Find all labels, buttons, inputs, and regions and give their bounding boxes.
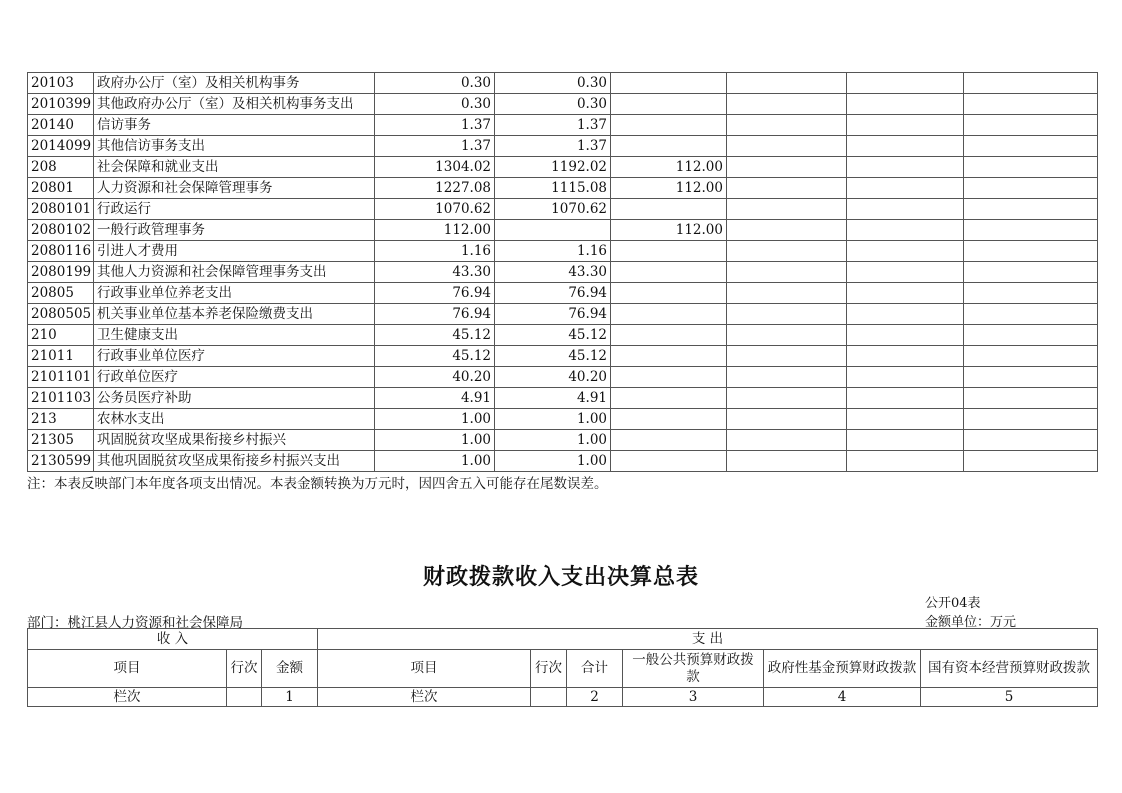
column-number-2: 2 xyxy=(567,688,623,707)
row-empty xyxy=(727,283,847,304)
row-total: 45.12 xyxy=(375,325,495,346)
table-row xyxy=(28,367,1098,388)
row-total: 43.30 xyxy=(375,262,495,283)
row-code: 2080101 xyxy=(28,199,94,220)
row-basic: 1070.62 xyxy=(495,199,611,220)
row-total: 1070.62 xyxy=(375,199,495,220)
row-name: 行政单位医疗 xyxy=(94,367,375,388)
column-number-1: 1 xyxy=(262,688,318,707)
row-empty xyxy=(847,367,964,388)
row-code: 210 xyxy=(28,325,94,346)
row-empty xyxy=(727,94,847,115)
row-empty xyxy=(847,388,964,409)
row-empty xyxy=(847,94,964,115)
row-empty xyxy=(964,304,1098,325)
row-basic: 0.30 xyxy=(495,94,611,115)
row-basic xyxy=(495,220,611,241)
row-basic: 40.20 xyxy=(495,367,611,388)
form-number: 公开04表 xyxy=(925,596,981,611)
table-row xyxy=(28,136,1098,157)
row-empty xyxy=(727,115,847,136)
row-name: 行政运行 xyxy=(94,199,375,220)
row-empty xyxy=(847,73,964,94)
row-code: 21011 xyxy=(28,346,94,367)
expense-detail-table xyxy=(27,72,1098,472)
row-project xyxy=(611,367,727,388)
row-total: 112.00 xyxy=(375,220,495,241)
empty-cell xyxy=(227,688,262,707)
row-code: 20805 xyxy=(28,283,94,304)
table-row xyxy=(28,199,1098,220)
general-budget-header: 一般公共预算财政拨款 xyxy=(623,650,764,688)
row-empty xyxy=(847,199,964,220)
table-row xyxy=(28,346,1098,367)
row-empty xyxy=(964,199,1098,220)
row-empty xyxy=(964,136,1098,157)
row-empty xyxy=(847,241,964,262)
table-row xyxy=(28,430,1098,451)
row-empty xyxy=(964,430,1098,451)
row-code: 20140 xyxy=(28,115,94,136)
row-basic: 0.30 xyxy=(495,73,611,94)
row-empty xyxy=(847,220,964,241)
row-total: 40.20 xyxy=(375,367,495,388)
table-row xyxy=(28,178,1098,199)
row-basic: 1.00 xyxy=(495,451,611,472)
row-name: 政府办公厅（室）及相关机构事务 xyxy=(94,73,375,94)
row-empty xyxy=(964,346,1098,367)
table-row xyxy=(28,115,1098,136)
row-total: 1.37 xyxy=(375,115,495,136)
column-number-4: 4 xyxy=(764,688,921,707)
row-empty xyxy=(964,220,1098,241)
row-basic: 1.37 xyxy=(495,136,611,157)
row-name: 其他巩固脱贫攻坚成果衔接乡村振兴支出 xyxy=(94,451,375,472)
row-total: 1304.02 xyxy=(375,157,495,178)
row-empty xyxy=(727,157,847,178)
table-row xyxy=(28,451,1098,472)
table-row xyxy=(28,388,1098,409)
row-empty xyxy=(964,451,1098,472)
row-empty xyxy=(964,115,1098,136)
row-basic: 1.00 xyxy=(495,409,611,430)
row-empty xyxy=(964,409,1098,430)
row-empty xyxy=(964,367,1098,388)
row-total: 1.16 xyxy=(375,241,495,262)
row-total: 1.00 xyxy=(375,409,495,430)
row-project xyxy=(611,199,727,220)
row-empty xyxy=(847,262,964,283)
row-total: 45.12 xyxy=(375,346,495,367)
row-name: 信访事务 xyxy=(94,115,375,136)
row-total: 1227.08 xyxy=(375,178,495,199)
row-name: 机关事业单位基本养老保险缴费支出 xyxy=(94,304,375,325)
row-name: 公务员医疗补助 xyxy=(94,388,375,409)
row-basic: 1115.08 xyxy=(495,178,611,199)
row-basic: 4.91 xyxy=(495,388,611,409)
table-row xyxy=(28,157,1098,178)
expense-header: 支 出 xyxy=(318,629,1098,650)
row-project xyxy=(611,451,727,472)
row-project: 112.00 xyxy=(611,157,727,178)
row-code: 20103 xyxy=(28,73,94,94)
row-name: 引进人才费用 xyxy=(94,241,375,262)
row-code: 2080199 xyxy=(28,262,94,283)
row-empty xyxy=(847,115,964,136)
row-empty xyxy=(727,241,847,262)
row-name: 人力资源和社会保障管理事务 xyxy=(94,178,375,199)
row-name: 其他信访事务支出 xyxy=(94,136,375,157)
row-empty xyxy=(727,136,847,157)
row-code: 2130599 xyxy=(28,451,94,472)
row-total: 0.30 xyxy=(375,94,495,115)
row-empty xyxy=(727,388,847,409)
empty-cell xyxy=(531,688,567,707)
row-total: 1.00 xyxy=(375,451,495,472)
row-empty xyxy=(847,157,964,178)
row-name: 社会保障和就业支出 xyxy=(94,157,375,178)
row-empty xyxy=(847,325,964,346)
row-code: 208 xyxy=(28,157,94,178)
row-project xyxy=(611,430,727,451)
row-basic: 76.94 xyxy=(495,304,611,325)
row-project: 112.00 xyxy=(611,178,727,199)
row-empty xyxy=(964,262,1098,283)
page-title: 财政拨款收入支出决算总表 xyxy=(422,564,699,590)
row-code: 2101103 xyxy=(28,388,94,409)
table-row xyxy=(28,304,1098,325)
income-header: 收 入 xyxy=(28,629,318,650)
table-row xyxy=(28,94,1098,115)
row-empty xyxy=(964,325,1098,346)
row-empty xyxy=(964,157,1098,178)
row-project xyxy=(611,304,727,325)
table-note: 注：本表反映部门本年度各项支出情况。本表金额转换为万元时，因四舍五入可能存在尾数误差。 xyxy=(27,476,608,492)
row-empty xyxy=(847,283,964,304)
row-empty xyxy=(964,73,1098,94)
row-empty xyxy=(727,325,847,346)
row-project xyxy=(611,283,727,304)
row-basic: 76.94 xyxy=(495,283,611,304)
row-basic: 1.37 xyxy=(495,115,611,136)
table-row xyxy=(28,220,1098,241)
income-item-header: 项目 xyxy=(28,650,227,688)
row-project xyxy=(611,388,727,409)
row-project xyxy=(611,136,727,157)
row-code: 2080102 xyxy=(28,220,94,241)
state-capital-header: 国有资本经营预算财政拨款 xyxy=(921,650,1098,688)
row-project xyxy=(611,409,727,430)
row-project xyxy=(611,94,727,115)
row-basic: 1.00 xyxy=(495,430,611,451)
table-row xyxy=(28,73,1098,94)
table-row xyxy=(28,409,1098,430)
row-name: 巩固脱贫攻坚成果衔接乡村振兴 xyxy=(94,430,375,451)
row-project xyxy=(611,241,727,262)
row-empty xyxy=(847,409,964,430)
row-basic: 1.16 xyxy=(495,241,611,262)
row-project xyxy=(611,73,727,94)
row-empty xyxy=(847,430,964,451)
row-code: 2010399 xyxy=(28,94,94,115)
income-amount-header: 金额 xyxy=(262,650,318,688)
row-basic: 45.12 xyxy=(495,346,611,367)
row-total: 76.94 xyxy=(375,283,495,304)
row-empty xyxy=(727,220,847,241)
amount-unit: 金额单位：万元 xyxy=(925,615,1017,630)
row-name: 一般行政管理事务 xyxy=(94,220,375,241)
row-name: 卫生健康支出 xyxy=(94,325,375,346)
row-empty xyxy=(964,178,1098,199)
row-basic: 1192.02 xyxy=(495,157,611,178)
row-empty xyxy=(727,199,847,220)
row-empty xyxy=(964,388,1098,409)
row-code: 20801 xyxy=(28,178,94,199)
row-code: 213 xyxy=(28,409,94,430)
expense-total-header: 合计 xyxy=(567,650,623,688)
column-label-income: 栏次 xyxy=(28,688,227,707)
row-total: 76.94 xyxy=(375,304,495,325)
row-total: 1.37 xyxy=(375,136,495,157)
row-name: 农林水支出 xyxy=(94,409,375,430)
row-empty xyxy=(727,73,847,94)
column-label-expense: 栏次 xyxy=(318,688,531,707)
row-empty xyxy=(727,430,847,451)
row-empty xyxy=(964,283,1098,304)
row-code: 2080505 xyxy=(28,304,94,325)
department-label: 部门：桃江县人力资源和社会保障局 xyxy=(27,615,243,631)
row-empty xyxy=(847,346,964,367)
row-empty xyxy=(727,262,847,283)
table-row xyxy=(28,241,1098,262)
row-project xyxy=(611,325,727,346)
row-empty xyxy=(847,304,964,325)
row-basic: 43.30 xyxy=(495,262,611,283)
row-project xyxy=(611,262,727,283)
row-empty xyxy=(847,451,964,472)
row-empty xyxy=(727,367,847,388)
row-name: 行政事业单位医疗 xyxy=(94,346,375,367)
table-row xyxy=(28,325,1098,346)
row-empty xyxy=(727,178,847,199)
row-code: 2080116 xyxy=(28,241,94,262)
row-project xyxy=(611,346,727,367)
row-empty xyxy=(727,451,847,472)
row-project xyxy=(611,115,727,136)
row-code: 2101101 xyxy=(28,367,94,388)
row-basic: 45.12 xyxy=(495,325,611,346)
row-code: 2014099 xyxy=(28,136,94,157)
row-name: 行政事业单位养老支出 xyxy=(94,283,375,304)
column-number-5: 5 xyxy=(921,688,1098,707)
row-empty xyxy=(727,346,847,367)
row-total: 4.91 xyxy=(375,388,495,409)
expense-item-header: 项目 xyxy=(318,650,531,688)
summary-table xyxy=(27,628,1098,707)
row-empty xyxy=(847,178,964,199)
row-total: 1.00 xyxy=(375,430,495,451)
row-empty xyxy=(964,94,1098,115)
expense-row-no-header: 行次 xyxy=(531,650,567,688)
income-row-no-header: 行次 xyxy=(227,650,262,688)
table-row xyxy=(28,262,1098,283)
row-total: 0.30 xyxy=(375,73,495,94)
row-name: 其他政府办公厅（室）及相关机构事务支出 xyxy=(94,94,375,115)
fund-budget-header: 政府性基金预算财政拨款 xyxy=(764,650,921,688)
row-name: 其他人力资源和社会保障管理事务支出 xyxy=(94,262,375,283)
row-project: 112.00 xyxy=(611,220,727,241)
row-empty xyxy=(727,304,847,325)
row-empty xyxy=(964,241,1098,262)
row-empty xyxy=(727,409,847,430)
row-empty xyxy=(847,136,964,157)
table-row xyxy=(28,283,1098,304)
column-number-3: 3 xyxy=(623,688,764,707)
row-code: 21305 xyxy=(28,430,94,451)
